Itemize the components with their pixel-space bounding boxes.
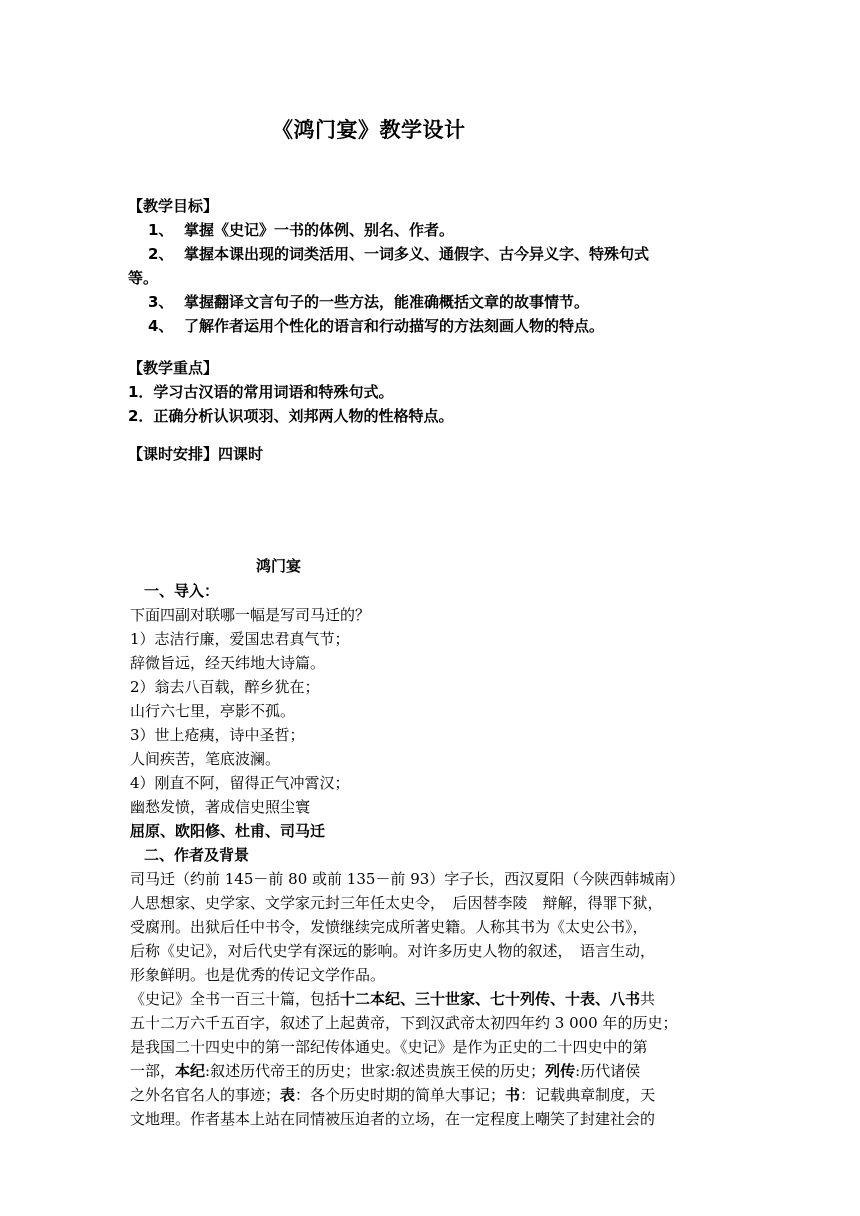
couplet-answer: 屈原、欧阳修、杜甫、司马迁	[130, 822, 326, 840]
schedule-line: 【课时安排】四课时	[128, 445, 264, 463]
couplet-line: 2）翁去八百载，醉乡犹在；	[130, 678, 320, 696]
keypoint-item: 2．正确分析认识项羽、刘邦两人物的性格特点。	[128, 407, 454, 425]
lesson-title: 鸿门宴	[256, 557, 302, 575]
shiji-line: 《史记》全书一百三十篇，包括十二本纪、三十世家、七十列传、十表、八书共	[130, 990, 656, 1008]
shiji-line: 之外名官名人的事迹；表：各个历史时期的简单大事记；书：记载典章制度，天	[130, 1086, 656, 1104]
bio-line: 后称《史记》，对后代史学有深远的影响。对许多历史人物的叙述， 语言生动，	[130, 942, 656, 960]
author-heading: 二、作者及背景	[144, 846, 250, 864]
bio-line: 受腐刑。出狱后任中书令，发愤继续完成所著史籍。人称其书为《太史公书》，	[130, 918, 648, 936]
intro-question: 下面四副对联哪一幅是写司马迁的？	[130, 606, 371, 624]
couplet-line: 辞微旨远，经天纬地大诗篇。	[130, 654, 326, 672]
shiji-line: 五十二万六千五百字，叙述了上起黄帝，下到汉武帝太初四年约 3 000 年的历史；	[130, 1014, 678, 1032]
objective-item: 2、 掌握本课出现的词类活用、一词多义、通假字、古今异义字、特殊句式	[148, 245, 650, 263]
bio-line: 形象鲜明。也是优秀的传记文学作品。	[130, 966, 386, 984]
keypoints-section	[128, 356, 743, 428]
bio-line: 司马迁（约前 145－前 80 或前 135－前 93）字子长，西汉夏阳（今陕西韩城南）	[130, 870, 685, 888]
objective-item: 3、 掌握翻译文言句子的一些方法，能准确概括文章的故事情节。	[148, 293, 590, 311]
keypoint-item: 1．学习古汉语的常用词语和特殊句式。	[128, 383, 394, 401]
objective-item-continuation: 等。	[128, 269, 159, 287]
intro-heading: 一、导入：	[144, 582, 220, 600]
couplet-line: 人间疾苦，笔底波澜。	[130, 750, 281, 768]
couplet-line: 幽愁发愤，著成信史照尘寰	[130, 798, 311, 816]
couplet-line: 1）志洁行廉，爱国忠君真气节；	[130, 630, 350, 648]
objective-item: 1、 掌握《史记》一书的体例、别名、作者。	[148, 221, 455, 239]
document-title: 《鸿门宴》教学设计	[272, 118, 466, 142]
couplet-line: 3）世上疮痍，诗中圣哲；	[130, 726, 305, 744]
shiji-line: 一部，本纪:叙述历代帝王的历史；世家:叙述贵族王侯的历史；列传:历代诸侯	[130, 1062, 641, 1080]
objectives-section	[128, 194, 743, 338]
objective-item: 4、 了解作者运用个性化的语言和行动描写的方法刻画人物的特点。	[148, 317, 605, 335]
couplet-line: 4）刚直不阿，留得正气冲霄汉；	[130, 774, 350, 792]
shiji-line: 是我国二十四史中的第一部纪传体通史。《史记》是作为正史的二十四史中的第	[130, 1038, 648, 1056]
couplet-line: 山行六七里，亭影不孤。	[130, 702, 296, 720]
keypoints-heading: 【教学重点】	[128, 359, 219, 377]
bio-line: 人思想家、史学家、文学家元封三年任太史令， 后因替李陵 辩解，得罪下狱，	[130, 894, 663, 912]
objectives-heading: 【教学目标】	[128, 197, 219, 215]
shiji-line: 文地理。作者基本上站在同情被压迫者的立场，在一定程度上嘲笑了封建社会的	[130, 1110, 656, 1128]
lesson-body	[130, 579, 742, 1131]
